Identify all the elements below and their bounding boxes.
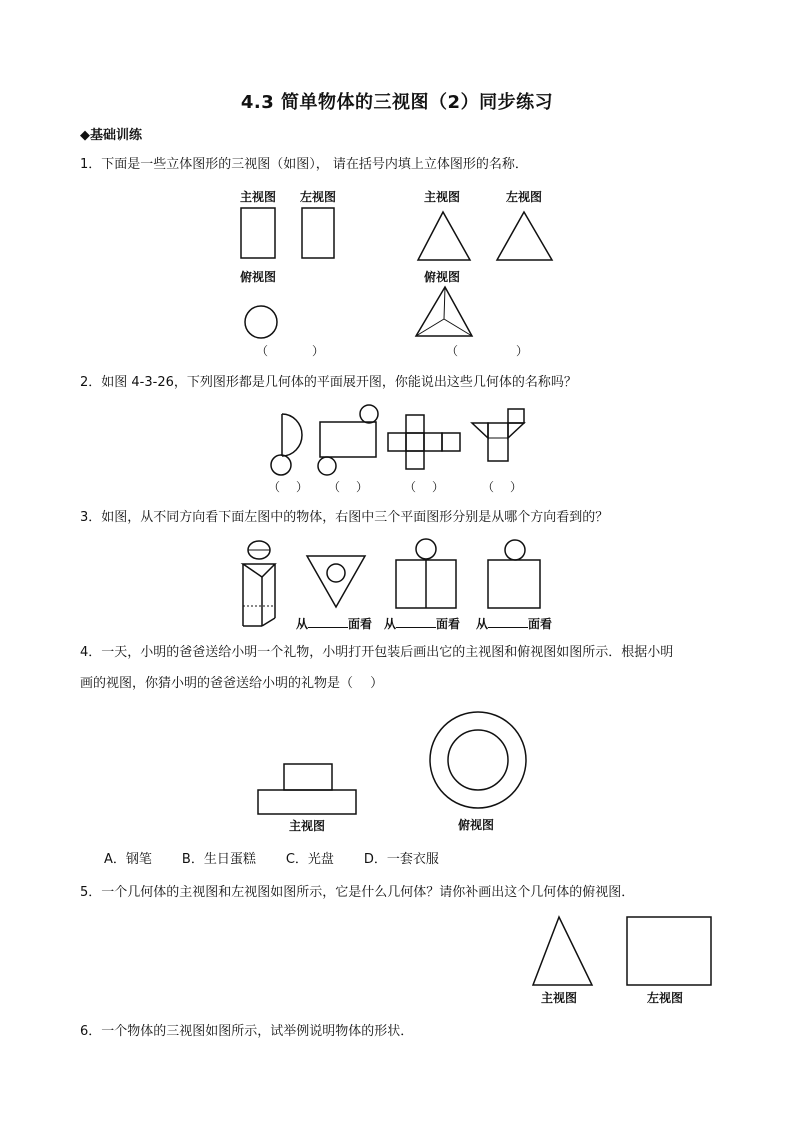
q1-pyramid-front-triangle bbox=[418, 212, 470, 260]
q3-front-view bbox=[396, 539, 456, 608]
q3-side-view bbox=[488, 540, 540, 608]
q1-cylinder-front-rect bbox=[241, 208, 275, 258]
q1-top-view-label-b: 俯视图 bbox=[424, 270, 461, 284]
q3-view-word: 面看 bbox=[528, 617, 553, 631]
q2-answer-paren-4[interactable]: （ ） bbox=[482, 480, 525, 494]
q2-cube-net bbox=[388, 415, 460, 469]
q2-cylinder-net bbox=[318, 405, 378, 475]
q4-option-c[interactable]: C．光盘 bbox=[285, 852, 334, 867]
q5-left-view-rect bbox=[627, 917, 711, 985]
q3-answer-3 bbox=[476, 613, 552, 632]
q3-blank-3[interactable] bbox=[488, 613, 528, 628]
q3-view-word: 面看 bbox=[348, 617, 373, 631]
q3-answer-2 bbox=[384, 613, 460, 632]
q1-left-view-label-a: 左视图 bbox=[300, 190, 337, 204]
q3-from-word: 从 bbox=[384, 617, 397, 631]
question-5-text: 5．一个几何体的主视图和左视图如图所示，它是什么几何体？请你补画出这个几何体的俯视图． bbox=[80, 885, 635, 900]
q4-option-b[interactable]: B．生日蛋糕 bbox=[181, 852, 256, 867]
question-1-text: 1．下面是一些立体图形的三视图（如图）， 请在括号内填上立体图形的名称． bbox=[80, 157, 528, 172]
question-6-text: 6．一个物体的三视图如图所示，试举例说明物体的形状． bbox=[80, 1024, 414, 1039]
q4-options bbox=[104, 847, 469, 873]
q3-blank-1[interactable] bbox=[308, 613, 348, 628]
q5-front-view-triangle bbox=[533, 917, 592, 985]
q4-top-view bbox=[430, 712, 526, 808]
q2-prism-net bbox=[472, 409, 524, 461]
q1-front-view-label-a: 主视图 bbox=[240, 190, 277, 204]
q1-pyramid-top-view bbox=[416, 287, 472, 336]
q3-view-word: 面看 bbox=[436, 617, 461, 631]
question-4-line-1: 4．一天，小明的爸爸送给小明一个礼物，小明打开包装后画出它的主视图和俯视图如图所示．根据小明 bbox=[80, 645, 674, 660]
q1-answer-paren-b[interactable]: （ ） bbox=[446, 344, 531, 358]
q4-front-view-label: 主视图 bbox=[289, 819, 326, 833]
section-heading: ◆基础训练 bbox=[80, 128, 142, 143]
q1-cylinder-top-circle bbox=[245, 306, 277, 338]
page-title: 4.3 简单物体的三视图（2）同步练习 bbox=[240, 92, 554, 113]
q2-cone-net bbox=[271, 414, 302, 475]
q3-object bbox=[243, 541, 275, 626]
q3-answer-1 bbox=[296, 613, 372, 632]
q4-top-view-label: 俯视图 bbox=[458, 818, 495, 832]
q1-top-view-label-a: 俯视图 bbox=[240, 270, 277, 284]
q2-answer-paren-1[interactable]: （ ） bbox=[268, 480, 311, 494]
q3-top-view bbox=[307, 556, 365, 607]
q1-pyramid-left-triangle bbox=[497, 212, 552, 260]
q2-answer-paren-2[interactable]: （ ） bbox=[328, 480, 371, 494]
q3-from-word: 从 bbox=[296, 617, 309, 631]
question-2-text: 2．如图 4-3-26，下列图形都是几何体的平面展开图，你能说出这些几何体的名称吗？ bbox=[80, 375, 577, 390]
q3-blank-2[interactable] bbox=[396, 613, 436, 628]
q4-front-view bbox=[258, 764, 356, 814]
question-4-line-2: 画的视图，你猜小明的爸爸送给小明的礼物是（ ） bbox=[80, 676, 384, 691]
q4-option-d[interactable]: D．一套衣服 bbox=[363, 852, 439, 867]
q2-answer-paren-3[interactable]: （ ） bbox=[404, 480, 447, 494]
question-3-text: 3．如图，从不同方向看下面左图中的物体，右图中三个平面图形分别是从哪个方向看到的？ bbox=[80, 510, 609, 525]
q1-answer-paren-a[interactable]: （ ） bbox=[256, 344, 327, 358]
q1-left-view-label-b: 左视图 bbox=[506, 190, 543, 204]
q5-left-view-label: 左视图 bbox=[647, 991, 684, 1005]
q1-cylinder-left-rect bbox=[302, 208, 334, 258]
q1-front-view-label-b: 主视图 bbox=[424, 190, 461, 204]
q4-option-a[interactable]: A．钢笔 bbox=[104, 852, 152, 867]
q3-from-word: 从 bbox=[476, 617, 489, 631]
q5-front-view-label: 主视图 bbox=[541, 991, 578, 1005]
